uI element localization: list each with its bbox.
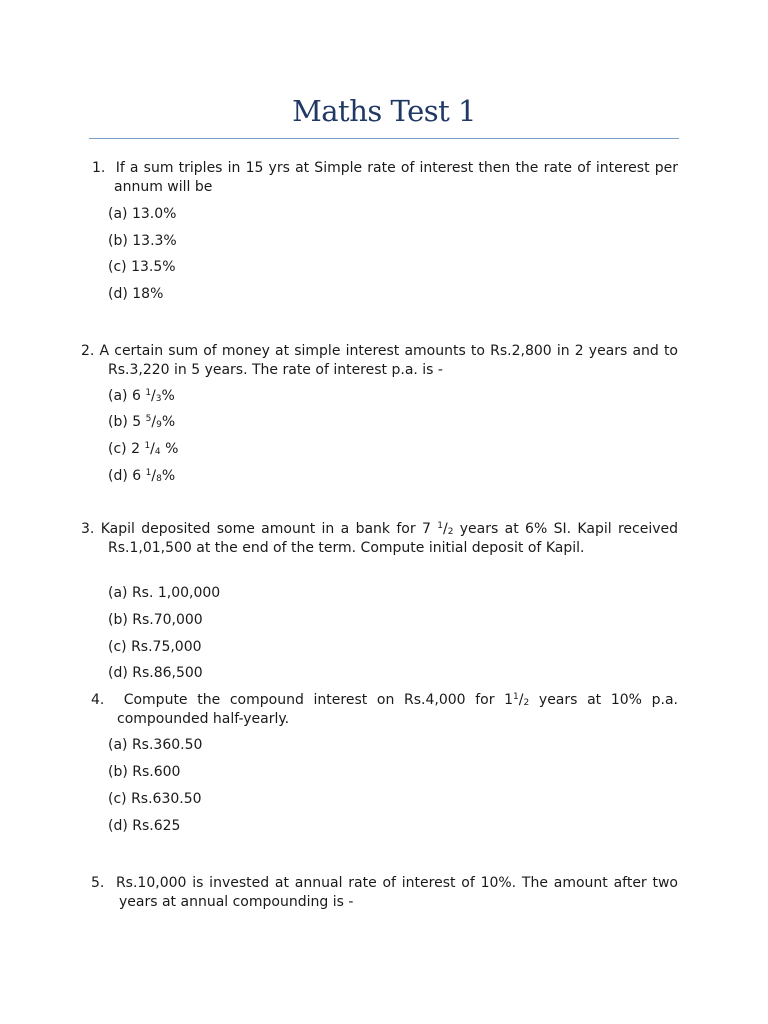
question-3-option-c: (c) Rs.75,000 — [108, 639, 202, 655]
question-4 — [91, 691, 678, 728]
question-3-option-a: (a) Rs. 1,00,000 — [108, 585, 221, 601]
question-5-number: 5. — [91, 875, 105, 891]
question-2-option-b: (b) 5 $^5/_9\%$ — [108, 414, 176, 430]
question-4-number: 4. — [91, 692, 105, 708]
question-3-option-b: (b) Rs.70,000 — [108, 612, 203, 628]
title-underline — [89, 138, 679, 139]
question-1-option-c: (c) 13.5% — [108, 259, 176, 275]
question-3-option-d: (d) Rs.86,500 — [108, 665, 203, 681]
question-4-option-c: (c) Rs.630.50 — [108, 791, 202, 807]
question-4-option-b: (b) Rs.600 — [108, 764, 181, 780]
question-1-text: If a sum triples in 15 yrs at Simple rate of interest then the rate of interest per annum will be — [114, 160, 678, 195]
question-3-text: Kapil deposited some amount in a bank for 7 $^1/_2$ years at 6% SI. Kapil received Rs.1,01,500 at the end of the term. Compute initial deposit of Kapil. — [100, 521, 679, 556]
question-4-option-a: (a) Rs.360.50 — [108, 737, 203, 753]
question-2-option-a: (a) 6 $^1/_3\%$ — [108, 388, 175, 404]
question-2-option-c: (c) 2 $^1/_4$ % — [108, 441, 179, 457]
question-3 — [81, 520, 678, 557]
page-title: Maths Test 1 — [292, 94, 476, 128]
question-2-number: 2. — [81, 343, 95, 359]
question-2-text: A certain sum of money at simple interest amounts to Rs.2,800 in 2 years and to Rs.3,220 in 5 years. The rate of interest p.a. is - — [99, 343, 679, 378]
question-1-number: 1. — [92, 160, 106, 176]
question-3-number: 3. — [81, 521, 95, 537]
question-4-option-d: (d) Rs.625 — [108, 818, 181, 834]
question-5 — [91, 874, 678, 911]
question-1-option-a: (a) 13.0% — [108, 206, 177, 222]
question-5-text: Rs.10,000 is invested at annual rate of interest of 10%. The amount after two years at annual compounding is - — [115, 875, 678, 910]
question-2-option-d: (d) 6 $^1/_8\%$ — [108, 468, 176, 484]
question-4-text: Compute the compound interest on Rs.4,000 for $1^1/_2$ years at 10% p.a. compounded half-yearly. — [117, 692, 678, 727]
question-1-option-b: (b) 13.3% — [108, 233, 177, 249]
question-1 — [92, 159, 678, 196]
question-2 — [81, 342, 678, 379]
question-1-option-d: (d) 18% — [108, 286, 164, 302]
